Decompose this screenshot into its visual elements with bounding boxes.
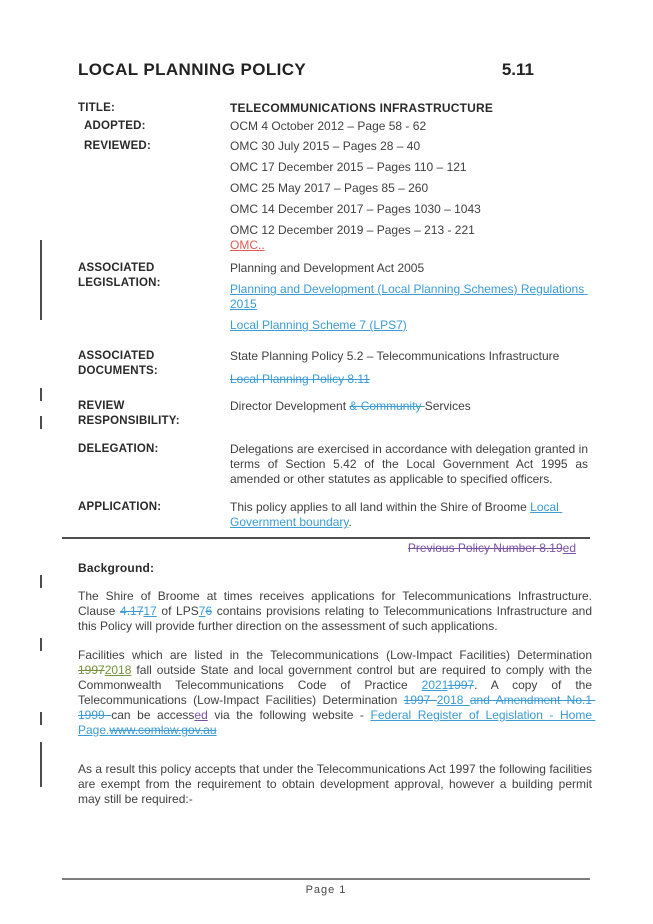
- policy-number: 5.11: [501, 60, 534, 79]
- text-run: OMC 30 July 2015 – Pages 28 – 40: [230, 139, 421, 153]
- inserted-text: 17: [143, 604, 157, 618]
- meta-value: [230, 119, 588, 134]
- meta-label: DELEGATION:: [78, 443, 159, 455]
- meta-label: APPLICATION:: [78, 501, 162, 513]
- text-run: State Planning Policy 5.2 – Telecommunications Infrastructure: [230, 349, 560, 363]
- text-run: OMC 14 December 2017 – Pages 1030 – 1043: [230, 202, 481, 216]
- meta-value: [230, 101, 588, 116]
- inserted-text: ed: [194, 708, 208, 722]
- document-content: [78, 0, 596, 807]
- meta-value: [230, 442, 592, 487]
- meta-value: [230, 261, 588, 333]
- text-run: . A copy of the Telecommunications (Low-Impact Facilities) Determination: [78, 678, 596, 707]
- text-run: The Shire of Broome at times receives applications for Telecommunications Infrastructure. Clause: [78, 589, 596, 618]
- inserted-text: 2018: [436, 693, 470, 707]
- text-run: OCM 4 October 2012 – Page 58 - 62: [230, 119, 427, 133]
- meta-value: [230, 349, 588, 387]
- meta-value-line: [230, 181, 588, 196]
- hyperlink[interactable]: Local Planning Scheme 7 (LPS7): [230, 318, 407, 332]
- meta-value-line: [230, 349, 588, 364]
- revision-change-bar: [40, 416, 42, 429]
- page-title: LOCAL PLANNING POLICY: [78, 60, 307, 79]
- text-run: This policy applies to all land within the Shire of Broome: [230, 500, 531, 514]
- revision-change-bar: [40, 240, 42, 320]
- hyperlink[interactable]: Federal Register of Legislation - Home Page.: [78, 708, 596, 737]
- meta-value-line: [230, 160, 588, 175]
- meta-value-line: [230, 238, 588, 253]
- text-run: OMC 25 May 2017 – Pages 85 – 260: [230, 181, 429, 195]
- revision-change-bar: [40, 388, 42, 401]
- deleted-hyperlink: www.comlaw.gov.au: [109, 723, 217, 737]
- text-run: OMC 12 December 2019 – Pages – 213 - 221: [230, 223, 475, 237]
- meta-value-line: [230, 119, 588, 134]
- revision-change-bar: [40, 638, 42, 651]
- text-run: fall outside State and local government control but are required to comply with the Commonwealth Telecommunications Code of Practice: [78, 663, 596, 692]
- meta-value: [230, 399, 588, 429]
- revision-change-bar: [40, 712, 42, 725]
- meta-label: ADOPTED:: [84, 120, 146, 132]
- inserted-text: OMC..: [230, 238, 265, 252]
- text-run: Director Development: [230, 399, 350, 413]
- inserted-text: 2018: [104, 663, 132, 677]
- meta-value-line: [230, 500, 588, 530]
- meta-value-line: [230, 442, 592, 487]
- inserted-text: ed: [562, 541, 576, 555]
- body-paragraph: [78, 762, 596, 807]
- meta-value-line: [230, 399, 588, 414]
- deleted-text: 1997: [403, 693, 437, 707]
- meta-value-line: [230, 223, 588, 238]
- deleted-text: 6: [205, 604, 213, 618]
- deleted-text: 1997: [447, 678, 475, 692]
- text-run: Services: [424, 399, 471, 413]
- body-paragraph: [78, 648, 596, 738]
- hyperlink[interactable]: Local Government boundary: [230, 500, 563, 529]
- deleted-text: & Community: [349, 399, 425, 413]
- page-footer: [62, 878, 590, 898]
- revision-change-bar: [40, 575, 42, 588]
- text-run: Planning and Development Act 2005: [230, 261, 425, 275]
- text-run: Delegations are exercised in accordance with delegation granted in terms of Section 5.42 of the Local Government Act 1995 as amended or other statutes as applicable to specified officers.: [230, 442, 592, 486]
- meta-row: [78, 349, 592, 387]
- meta-value-line: [230, 318, 588, 333]
- document-header: [78, 0, 534, 77]
- inserted-text: 2021: [421, 678, 448, 692]
- footer-divider: [62, 878, 590, 880]
- meta-label: ASSOCIATED DOCUMENTS:: [78, 350, 158, 377]
- text-run: via the following website -: [207, 708, 371, 722]
- text-run: As a result this policy accepts that under the Telecommunications Act 1997 the following facilities are exempt from the requirement to obtain development approval, however a building permit may still be required:-: [78, 762, 596, 806]
- text-run: can be access: [111, 708, 195, 722]
- deleted-text: and Amendment No.1 1999: [78, 693, 596, 722]
- body-paragraph: [78, 589, 596, 634]
- meta-row: [78, 442, 592, 487]
- meta-label: ASSOCIATED LEGISLATION:: [78, 262, 161, 289]
- meta-value: [230, 139, 588, 253]
- deleted-text: Previous Policy Number 8.19: [407, 541, 563, 555]
- meta-label: TITLE:: [78, 102, 115, 114]
- body-paragraphs: [78, 589, 596, 807]
- text-run: Facilities which are listed in the Telecommunications (Low-Impact Facilities) Determination: [78, 648, 596, 662]
- deleted-text: Local Planning Policy 8.11: [230, 372, 370, 386]
- meta-value-line: [230, 261, 588, 276]
- meta-row: [78, 500, 592, 530]
- inserted-text: 7: [198, 604, 206, 618]
- meta-label: REVIEW RESPONSIBILITY:: [78, 400, 180, 427]
- deleted-text: 1997: [78, 663, 105, 677]
- text-run: of LPS: [156, 604, 199, 618]
- meta-row: [78, 261, 592, 333]
- text-run: contains provisions relating to Telecommunications Infrastructure and this Policy will provide further direction on the assessment of such applications.: [78, 604, 596, 633]
- meta-label: REVIEWED:: [84, 140, 151, 152]
- meta-row: [78, 399, 592, 429]
- meta-value: [230, 500, 588, 530]
- meta-row: [78, 101, 592, 116]
- meta-value-line: [230, 139, 588, 154]
- deleted-text: 4.17: [120, 604, 144, 618]
- meta-value-line: [230, 372, 588, 387]
- meta-value-line: [230, 282, 588, 312]
- meta-row: [78, 119, 592, 134]
- hyperlink[interactable]: Planning and Development (Local Planning Schemes) Regulations 2015: [230, 282, 588, 311]
- text-run: OMC 17 December 2015 – Pages 110 – 121: [230, 160, 467, 174]
- section-divider: [62, 537, 590, 539]
- policy-meta-table: [78, 101, 592, 530]
- previous-policy-note: [78, 541, 592, 556]
- background-heading: Background:: [78, 561, 155, 575]
- page-number: Page 1: [305, 884, 347, 896]
- text-run: .: [348, 515, 352, 529]
- meta-value-line: [230, 202, 588, 217]
- revision-change-bar: [40, 742, 42, 787]
- meta-row: [78, 139, 592, 253]
- text-run-bold: TELECOMMUNICATIONS INFRASTRUCTURE: [230, 101, 494, 115]
- meta-value-line: [230, 101, 588, 116]
